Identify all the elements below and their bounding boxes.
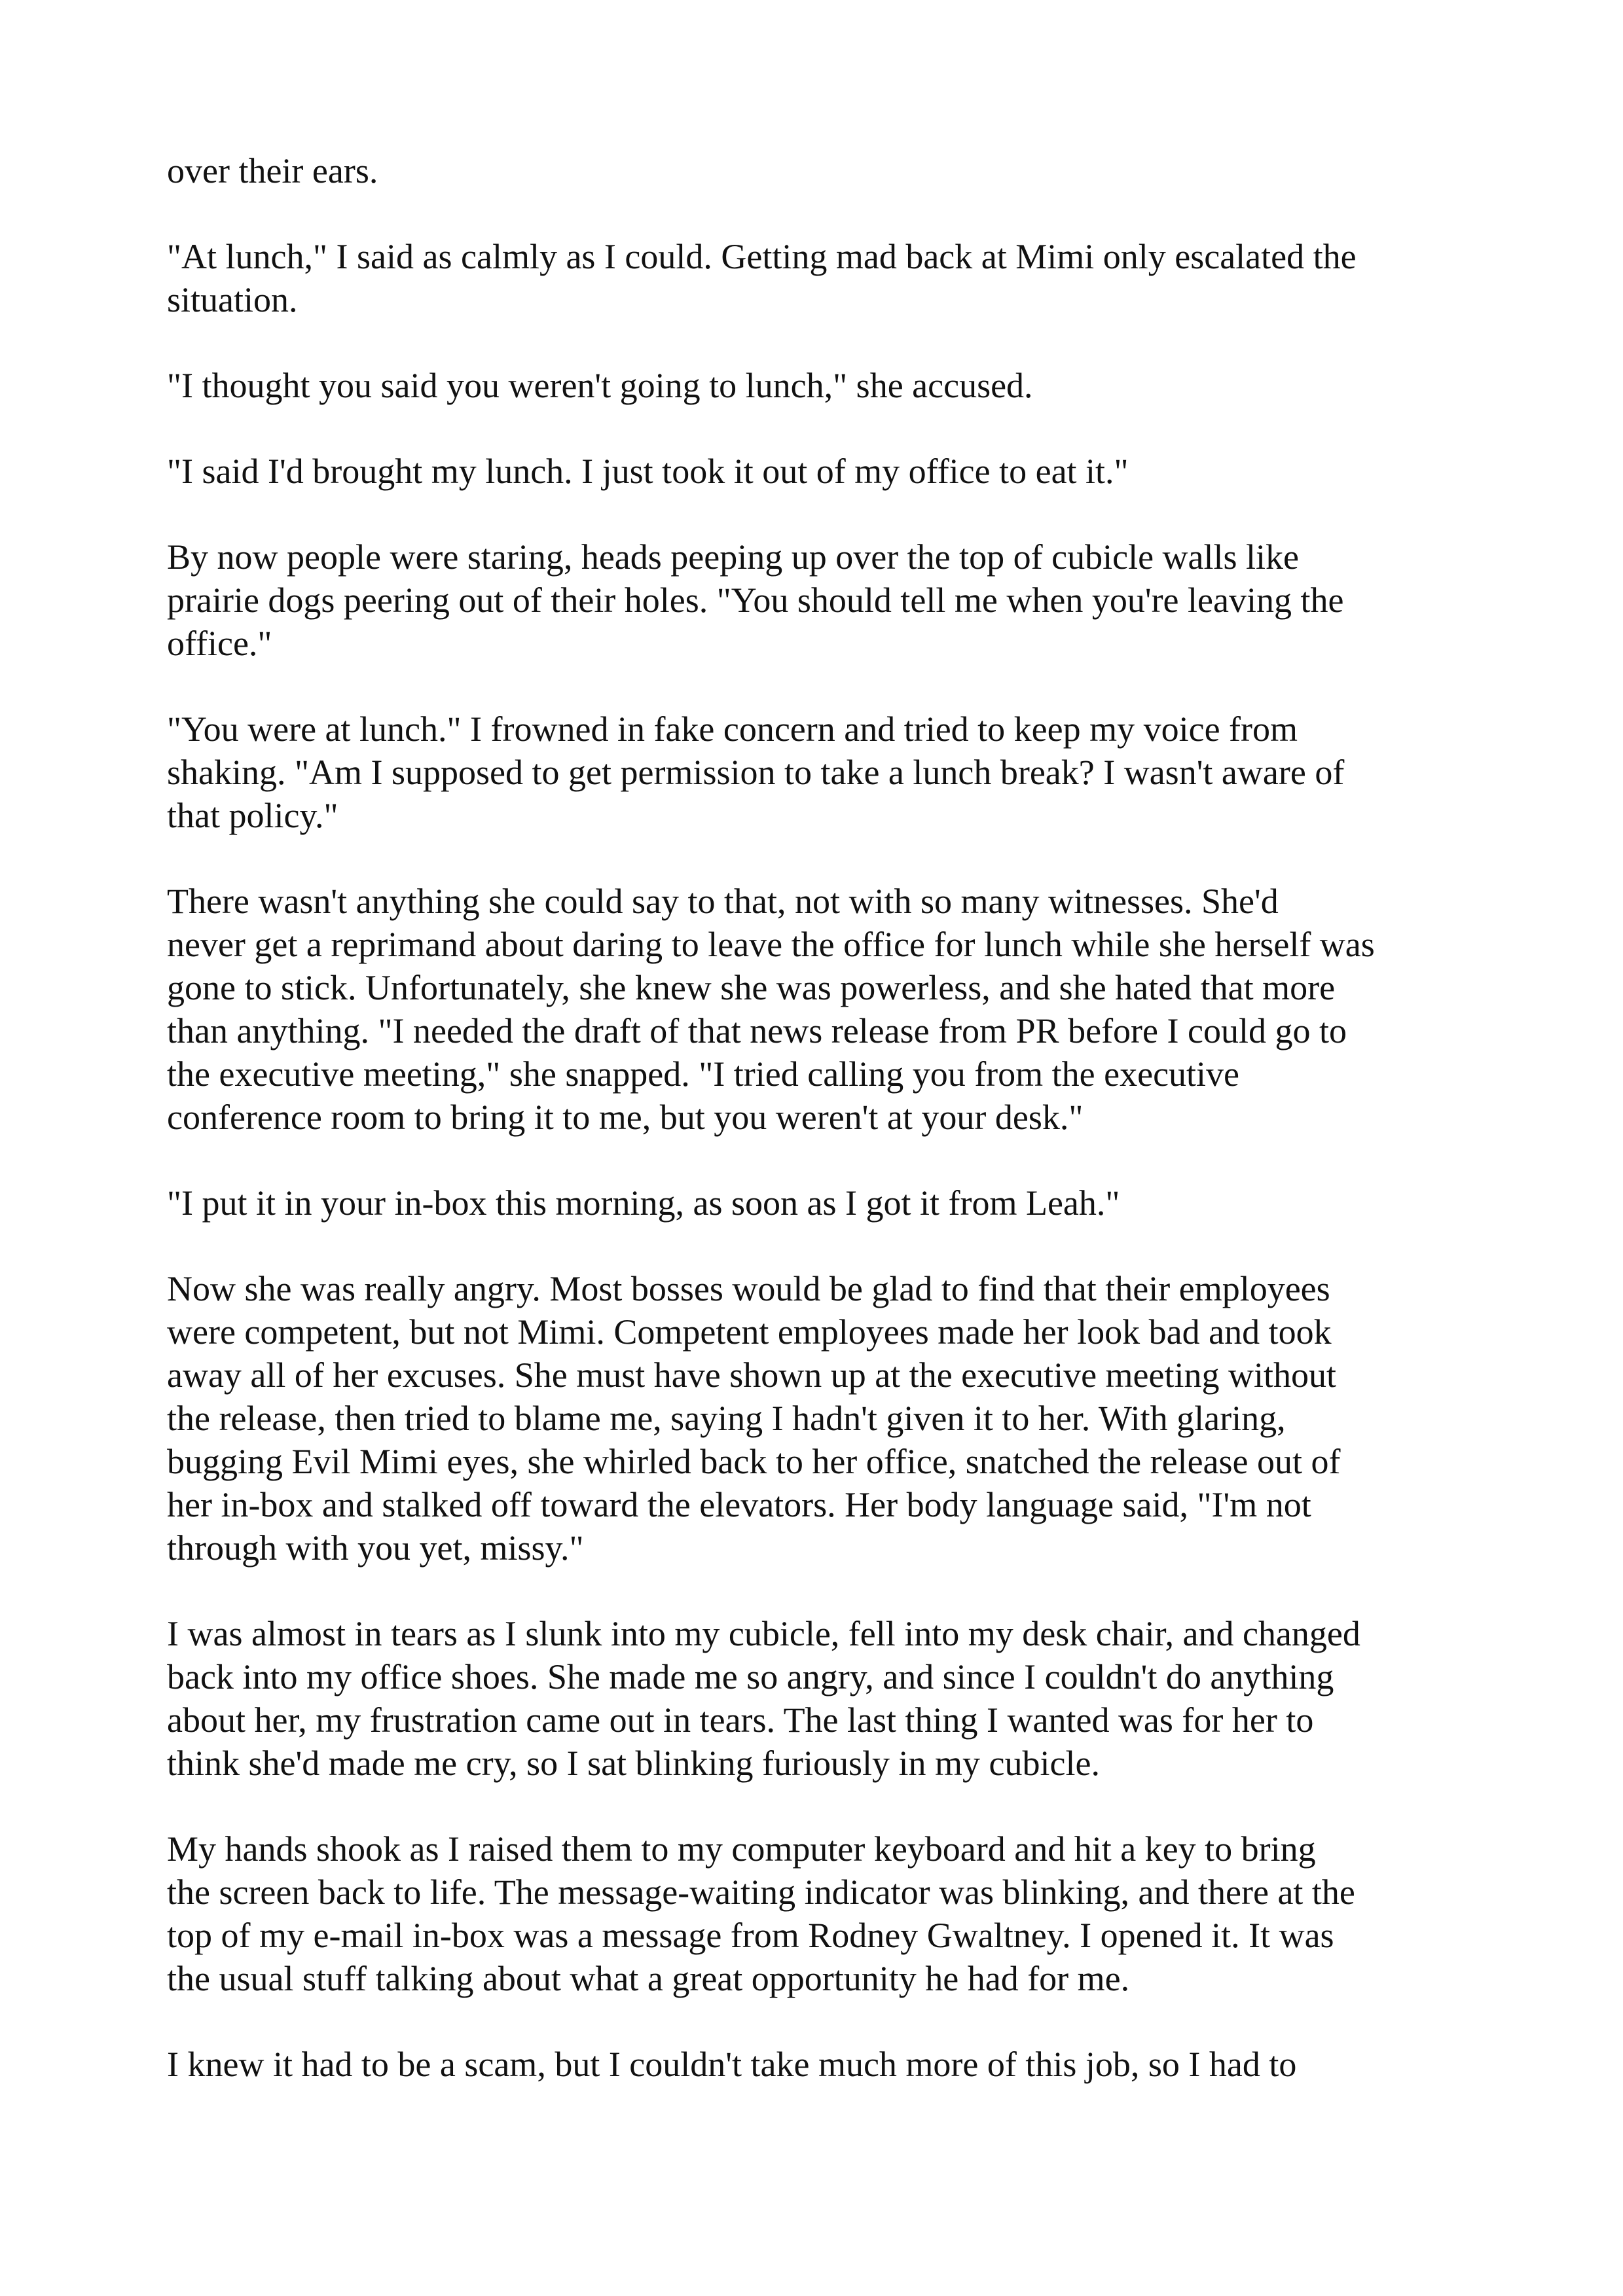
text-line: over their ears. bbox=[167, 151, 378, 190]
text-line: that policy." bbox=[167, 796, 338, 835]
paragraph-10 bbox=[167, 1612, 1476, 1785]
text-line: "I said I'd brought my lunch. I just took it out of my office to eat it." bbox=[167, 452, 1129, 491]
text-line: away all of her excuses. She must have shown up at the executive meeting without bbox=[167, 1355, 1337, 1395]
paragraph-4 bbox=[167, 450, 1476, 493]
text-line: shaking. "Am I supposed to get permission to take a lunch break? I wasn't aware of bbox=[167, 753, 1345, 792]
text-line: Now she was really angry. Most bosses would be glad to find that their employees bbox=[167, 1269, 1330, 1308]
text-line: bugging Evil Mimi eyes, she whirled back to her office, snatched the release out of bbox=[167, 1442, 1341, 1481]
text-line: her in-box and stalked off toward the elevators. Her body language said, "I'm not bbox=[167, 1485, 1311, 1524]
text-line: By now people were staring, heads peeping up over the top of cubicle walls like bbox=[167, 537, 1300, 577]
text-line: office." bbox=[167, 624, 272, 663]
text-line: "You were at lunch." I frowned in fake concern and tried to keep my voice from bbox=[167, 709, 1298, 749]
text-line: through with you yet, missy." bbox=[167, 1528, 584, 1568]
paragraph-6 bbox=[167, 708, 1476, 837]
paragraph-3 bbox=[167, 364, 1476, 407]
text-line: than anything. "I needed the draft of that news release from PR before I could go to bbox=[167, 1011, 1347, 1050]
paragraph-9 bbox=[167, 1267, 1476, 1570]
paragraph-7 bbox=[167, 880, 1476, 1139]
paragraph-5 bbox=[167, 535, 1476, 665]
text-line: think she'd made me cry, so I sat blinking furiously in my cubicle. bbox=[167, 1744, 1100, 1783]
text-line: about her, my frustration came out in tears. The last thing I wanted was for her to bbox=[167, 1700, 1314, 1740]
text-line: My hands shook as I raised them to my computer keyboard and hit a key to bring bbox=[167, 1829, 1316, 1869]
text-line: "I thought you said you weren't going to lunch," she accused. bbox=[167, 366, 1033, 405]
paragraph-1 bbox=[167, 149, 1476, 192]
text-line: the usual stuff talking about what a great opportunity he had for me. bbox=[167, 1959, 1130, 1998]
text-line: "At lunch," I said as calmly as I could. Getting mad back at Mimi only escalated the bbox=[167, 237, 1357, 276]
text-line: There wasn't anything she could say to that, not with so many witnesses. She'd bbox=[167, 882, 1279, 921]
text-line: I knew it had to be a scam, but I couldn't take much more of this job, so I had to bbox=[167, 2045, 1297, 2084]
paragraph-2 bbox=[167, 235, 1476, 321]
text-line: top of my e-mail in-box was a message from Rodney Gwaltney. I opened it. It was bbox=[167, 1916, 1334, 1955]
text-line: "I put it in your in-box this morning, as soon as I got it from Leah." bbox=[167, 1183, 1120, 1223]
text-line: never get a reprimand about daring to leave the office for lunch while she herself was bbox=[167, 925, 1375, 964]
text-line: gone to stick. Unfortunately, she knew she was powerless, and she hated that more bbox=[167, 968, 1336, 1007]
text-line: the screen back to life. The message-waiting indicator was blinking, and there at the bbox=[167, 1873, 1355, 1912]
text-line: back into my office shoes. She made me so angry, and since I couldn't do anything bbox=[167, 1657, 1334, 1696]
text-line: conference room to bring it to me, but you weren't at your desk." bbox=[167, 1098, 1084, 1137]
text-line: situation. bbox=[167, 280, 298, 319]
paragraph-12 bbox=[167, 2043, 1476, 2086]
text-line: I was almost in tears as I slunk into my cubicle, fell into my desk chair, and changed bbox=[167, 1614, 1360, 1653]
text-line: prairie dogs peering out of their holes. "You should tell me when you're leaving the bbox=[167, 581, 1344, 620]
text-line: the executive meeting," she snapped. "I tried calling you from the executive bbox=[167, 1054, 1240, 1094]
text-line: the release, then tried to blame me, saying I hadn't given it to her. With glaring, bbox=[167, 1399, 1286, 1438]
text-line: were competent, but not Mimi. Competent employees made her look bad and took bbox=[167, 1312, 1332, 1352]
document-page bbox=[167, 149, 1476, 2128]
paragraph-8 bbox=[167, 1181, 1476, 1225]
paragraph-11 bbox=[167, 1827, 1476, 2000]
